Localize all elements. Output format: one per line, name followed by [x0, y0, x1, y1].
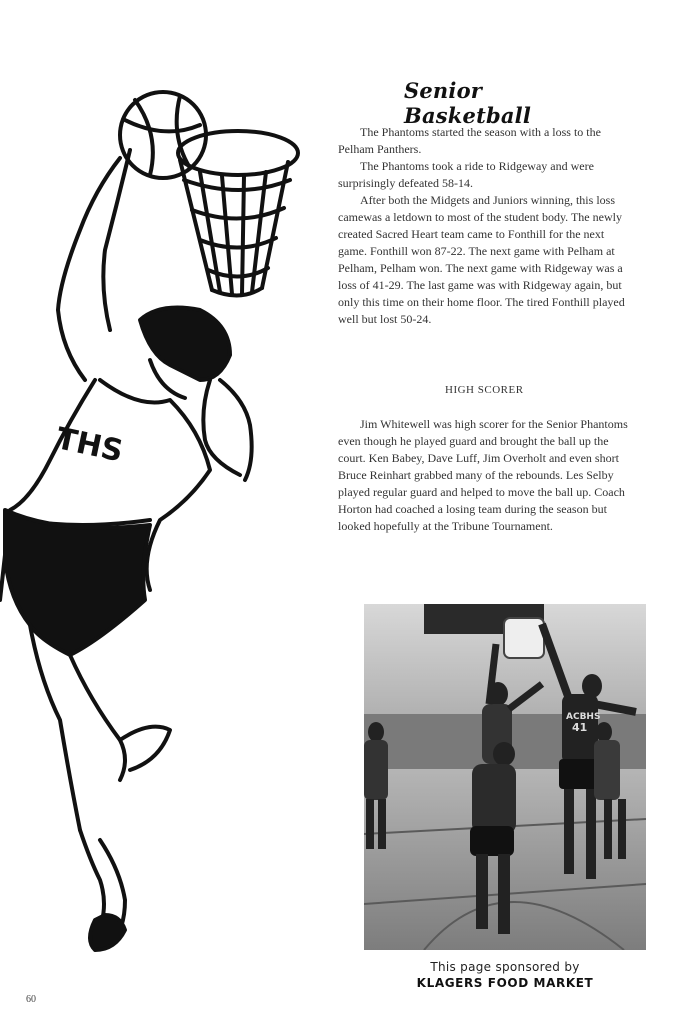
photo-jersey-text: ACBHS — [566, 712, 601, 722]
high-scorer-paragraph: Jim Whitewell was high scorer for the Senior Phantoms even though he played guard and brought the ball up the court. Ken Babey, Dave Luff, Jim Overholt and even short Bruce Reinhart grabbed many of the rebounds. Les Selby played regular guard and helped to move the ball up. Coach Horton had coached a losing team during the season but looked hopefully at the Tribune Tournament. — [338, 417, 628, 533]
hoop-drawing — [178, 131, 298, 296]
sponsor-name: KLAGERS FOOD MARKET — [416, 976, 594, 990]
page-number: 60 — [26, 994, 36, 1005]
photo-jersey-number: 41 — [572, 721, 588, 734]
story-paragraph-1: The Phantoms started the season with a loss to the Pelham Panthers. — [338, 125, 601, 156]
high-scorer-heading: HIGH SCORER — [445, 384, 524, 396]
illustration-jersey-text: THS — [53, 421, 127, 470]
story-paragraph-2: The Phantoms took a ride to Ridgeway and were surprisingly defeated 58-14. — [338, 159, 594, 190]
sponsor-line: This page sponsored by — [430, 960, 580, 974]
game-photo — [364, 604, 646, 950]
page-title: Senior Basketball — [404, 78, 532, 128]
basketball-player-illustration — [0, 80, 305, 955]
basketball-drawing — [120, 92, 206, 178]
sponsor-credit — [364, 960, 646, 990]
high-scorer-story — [338, 416, 628, 535]
story-paragraph-3: After both the Midgets and Juniors winning, this loss camewas a letdown to most of the student body. The newly created Sacred Heart team came to Fonthill for the next game. Fonthill won 87-22. The next game with Pelham at Pelham, Pelham won. The next game with Ridgeway was a loss of 41-29. The last game was with Ridgeway again, but only this time on their home floor. The tired Fonthill played well but lost 50-24. — [338, 193, 625, 326]
season-story — [338, 124, 628, 328]
